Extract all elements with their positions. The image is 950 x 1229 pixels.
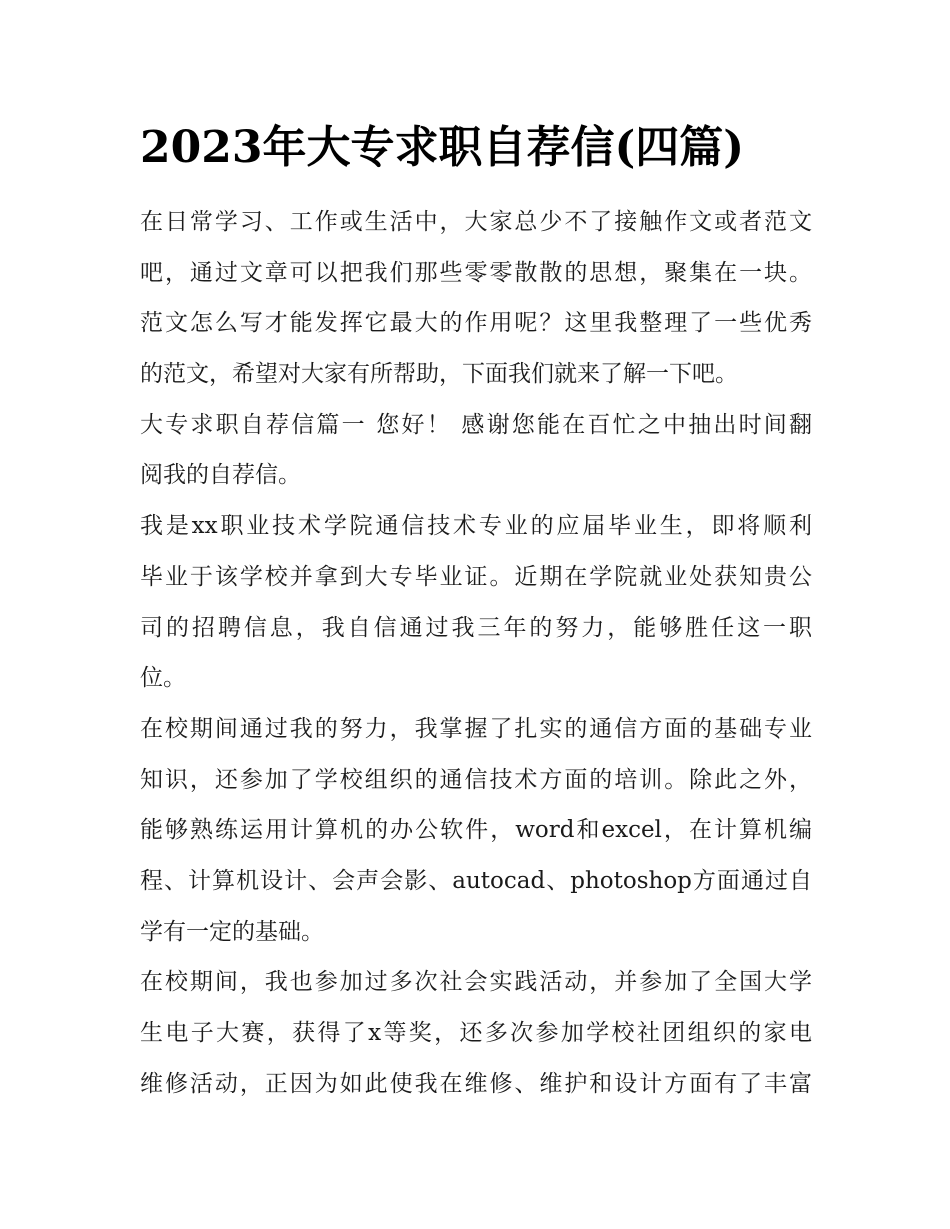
paragraph-line: 司的招聘信息，我自信通过我三年的努力，能够胜任这一职 bbox=[140, 614, 812, 641]
paragraph-line: 大专求职自荐信篇一 您好！ 感谢您能在百忙之中抽出时间翻 bbox=[140, 411, 812, 438]
paragraph-line: 程、计算机设计、会声会影、autocad、photoshop方面通过自 bbox=[140, 867, 812, 894]
paragraph-line: 毕业于该学校并拿到大专毕业证。近期在学院就业处获知贵公 bbox=[140, 563, 812, 590]
paragraph-line: 在校期间通过我的努力，我掌握了扎实的通信方面的基础专业 bbox=[140, 715, 812, 742]
paragraph-line: 位。 bbox=[140, 665, 186, 692]
paragraph-line: 吧，通过文章可以把我们那些零零散散的思想，聚集在一块。 bbox=[140, 259, 812, 286]
paragraph-line: 生电子大赛，获得了x等奖，还多次参加学校社团组织的家电 bbox=[140, 1020, 812, 1046]
paragraph-line: 能够熟练运用计算机的办公软件，word和excel，在计算机编 bbox=[140, 817, 812, 844]
paragraph-line: 我是xx职业技术学院通信技术专业的应届毕业生，即将顺利 bbox=[140, 513, 812, 540]
paragraph-line: 在校期间，我也参加过多次社会实践活动，并参加了全国大学 bbox=[140, 969, 812, 996]
paragraph-line: 维修活动，正因为如此使我在维修、维护和设计方面有了丰富 bbox=[140, 1070, 812, 1097]
document-title: 2023年大专求职自荐信(四篇) bbox=[140, 122, 745, 173]
paragraph-line: 在日常学习、工作或生活中，大家总少不了接触作文或者范文 bbox=[140, 209, 812, 235]
paragraph-line: 阅我的自荐信。 bbox=[140, 462, 301, 489]
paragraph-line: 学有一定的基础。 bbox=[140, 918, 324, 945]
paragraph-line: 的范文，希望对大家有所帮助，下面我们就来了解一下吧。 bbox=[140, 361, 738, 388]
paragraph-line: 知识，还参加了学校组织的通信技术方面的培训。除此之外， bbox=[140, 766, 812, 793]
paragraph-line: 范文怎么写才能发挥它最大的作用呢？这里我整理了一些优秀 bbox=[140, 310, 812, 337]
document-body bbox=[140, 197, 812, 1109]
